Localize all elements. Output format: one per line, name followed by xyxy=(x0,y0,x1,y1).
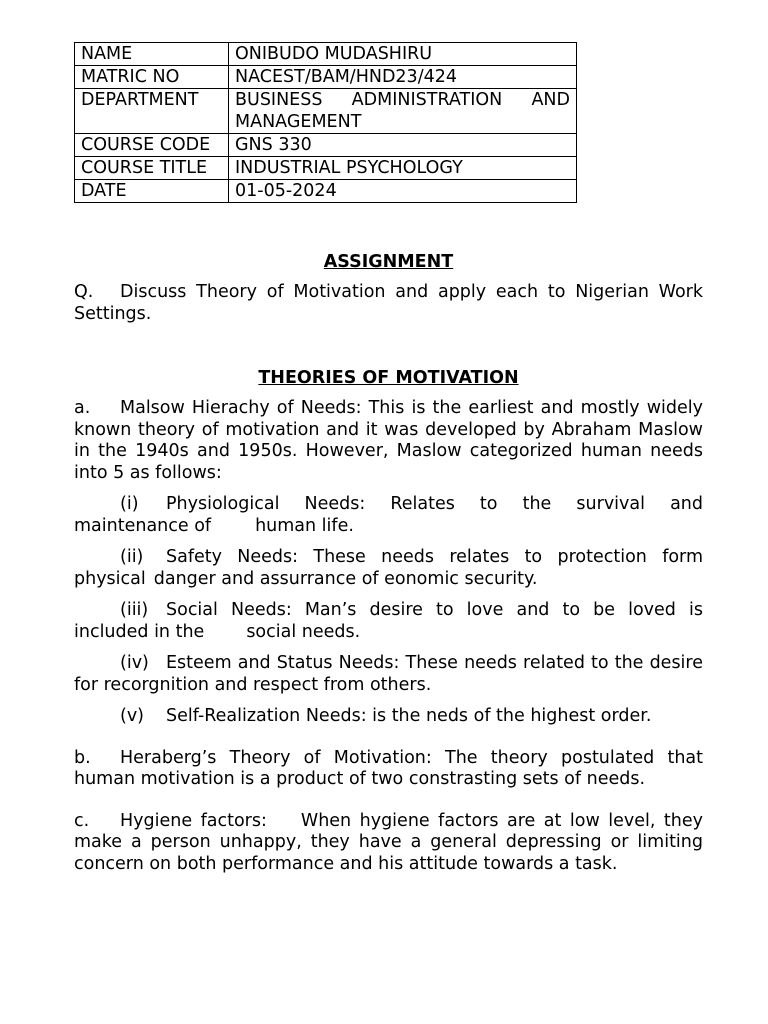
theory-a-text: Malsow Hierachy of Needs: This is the earliest and mostly widely known theory of motivation and it was developed by Abraham Maslow in the 1940s and 1950s. However, Maslow categorized human needs into 5 as follows: xyxy=(74,398,703,483)
need-text: Social Needs: Man’s desire to love and to be loved is included in the xyxy=(74,600,703,642)
course-title-label: COURSE TITLE xyxy=(75,157,229,180)
question-paragraph xyxy=(74,282,703,325)
need-tail: social needs. xyxy=(246,621,361,642)
need-marker: (v) xyxy=(120,706,145,726)
theory-c-paragraph xyxy=(74,811,703,876)
need-marker: (iii) xyxy=(120,600,149,620)
table-row xyxy=(75,89,577,134)
need-item xyxy=(74,706,703,728)
need-text: Esteem and Status Needs: These needs related to the desire for recorgnition and respect from others. xyxy=(74,653,703,695)
date-label: DATE xyxy=(75,180,229,203)
need-item xyxy=(74,653,703,696)
theory-a-paragraph xyxy=(74,398,703,484)
student-info-table xyxy=(74,42,577,203)
need-text: Self-Realization Needs: is the neds of the highest order. xyxy=(166,706,652,726)
question-marker: Q. xyxy=(74,282,94,302)
need-tail: human life. xyxy=(255,515,354,536)
matric-no-value: NACEST/BAM/HND23/424 xyxy=(229,66,577,89)
matric-no-label: MATRIC NO xyxy=(75,66,229,89)
course-title-value: INDUSTRIAL PSYCHOLOGY xyxy=(229,157,577,180)
question-text: Discuss Theory of Motivation and apply each to Nigerian Work Settings. xyxy=(74,282,703,324)
need-item xyxy=(74,494,703,537)
theory-a-marker: a. xyxy=(74,398,91,418)
document-page xyxy=(74,42,703,875)
course-code-label: COURSE CODE xyxy=(75,134,229,157)
course-code-value: GNS 330 xyxy=(229,134,577,157)
need-text: Safety Needs: These needs relates to protection form physical xyxy=(74,547,703,589)
department-label: DEPARTMENT xyxy=(75,89,229,134)
need-item xyxy=(74,600,703,643)
date-value: 01-05-2024 xyxy=(229,180,577,203)
theory-b-text: Heraberg’s Theory of Motivation: The theory postulated that human motivation is a product of two constrasting sets of needs. xyxy=(74,747,703,789)
theory-b-paragraph xyxy=(74,748,703,791)
name-value: ONIBUDO MUDASHIRU xyxy=(229,43,577,66)
name-label: NAME xyxy=(75,43,229,66)
need-item xyxy=(74,547,703,590)
theory-c-label: Hygiene factors: xyxy=(120,810,267,831)
need-marker: (ii) xyxy=(120,547,144,567)
assignment-heading: ASSIGNMENT xyxy=(323,252,454,272)
need-text: Physiological Needs: Relates to the survival and maintenance of xyxy=(74,494,703,536)
table-row xyxy=(75,157,577,180)
theory-c-marker: c. xyxy=(74,810,90,831)
need-marker: (iv) xyxy=(120,653,149,673)
need-tail: danger and assurrance of eonomic security. xyxy=(153,568,538,589)
table-row xyxy=(75,66,577,89)
theories-heading: THEORIES OF MOTIVATION xyxy=(258,368,519,388)
need-marker: (i) xyxy=(120,494,139,514)
table-row xyxy=(75,180,577,203)
theory-b-marker: b. xyxy=(74,747,91,768)
table-row xyxy=(75,134,577,157)
theory-c-text: When hygiene factors are at low level, they make a person unhappy, they have a general depressing or limiting concern on both performance and his attitude towards a task. xyxy=(74,810,703,874)
table-row xyxy=(75,43,577,66)
department-value: BUSINESS ADMINISTRATION AND MANAGEMENT xyxy=(229,89,577,134)
